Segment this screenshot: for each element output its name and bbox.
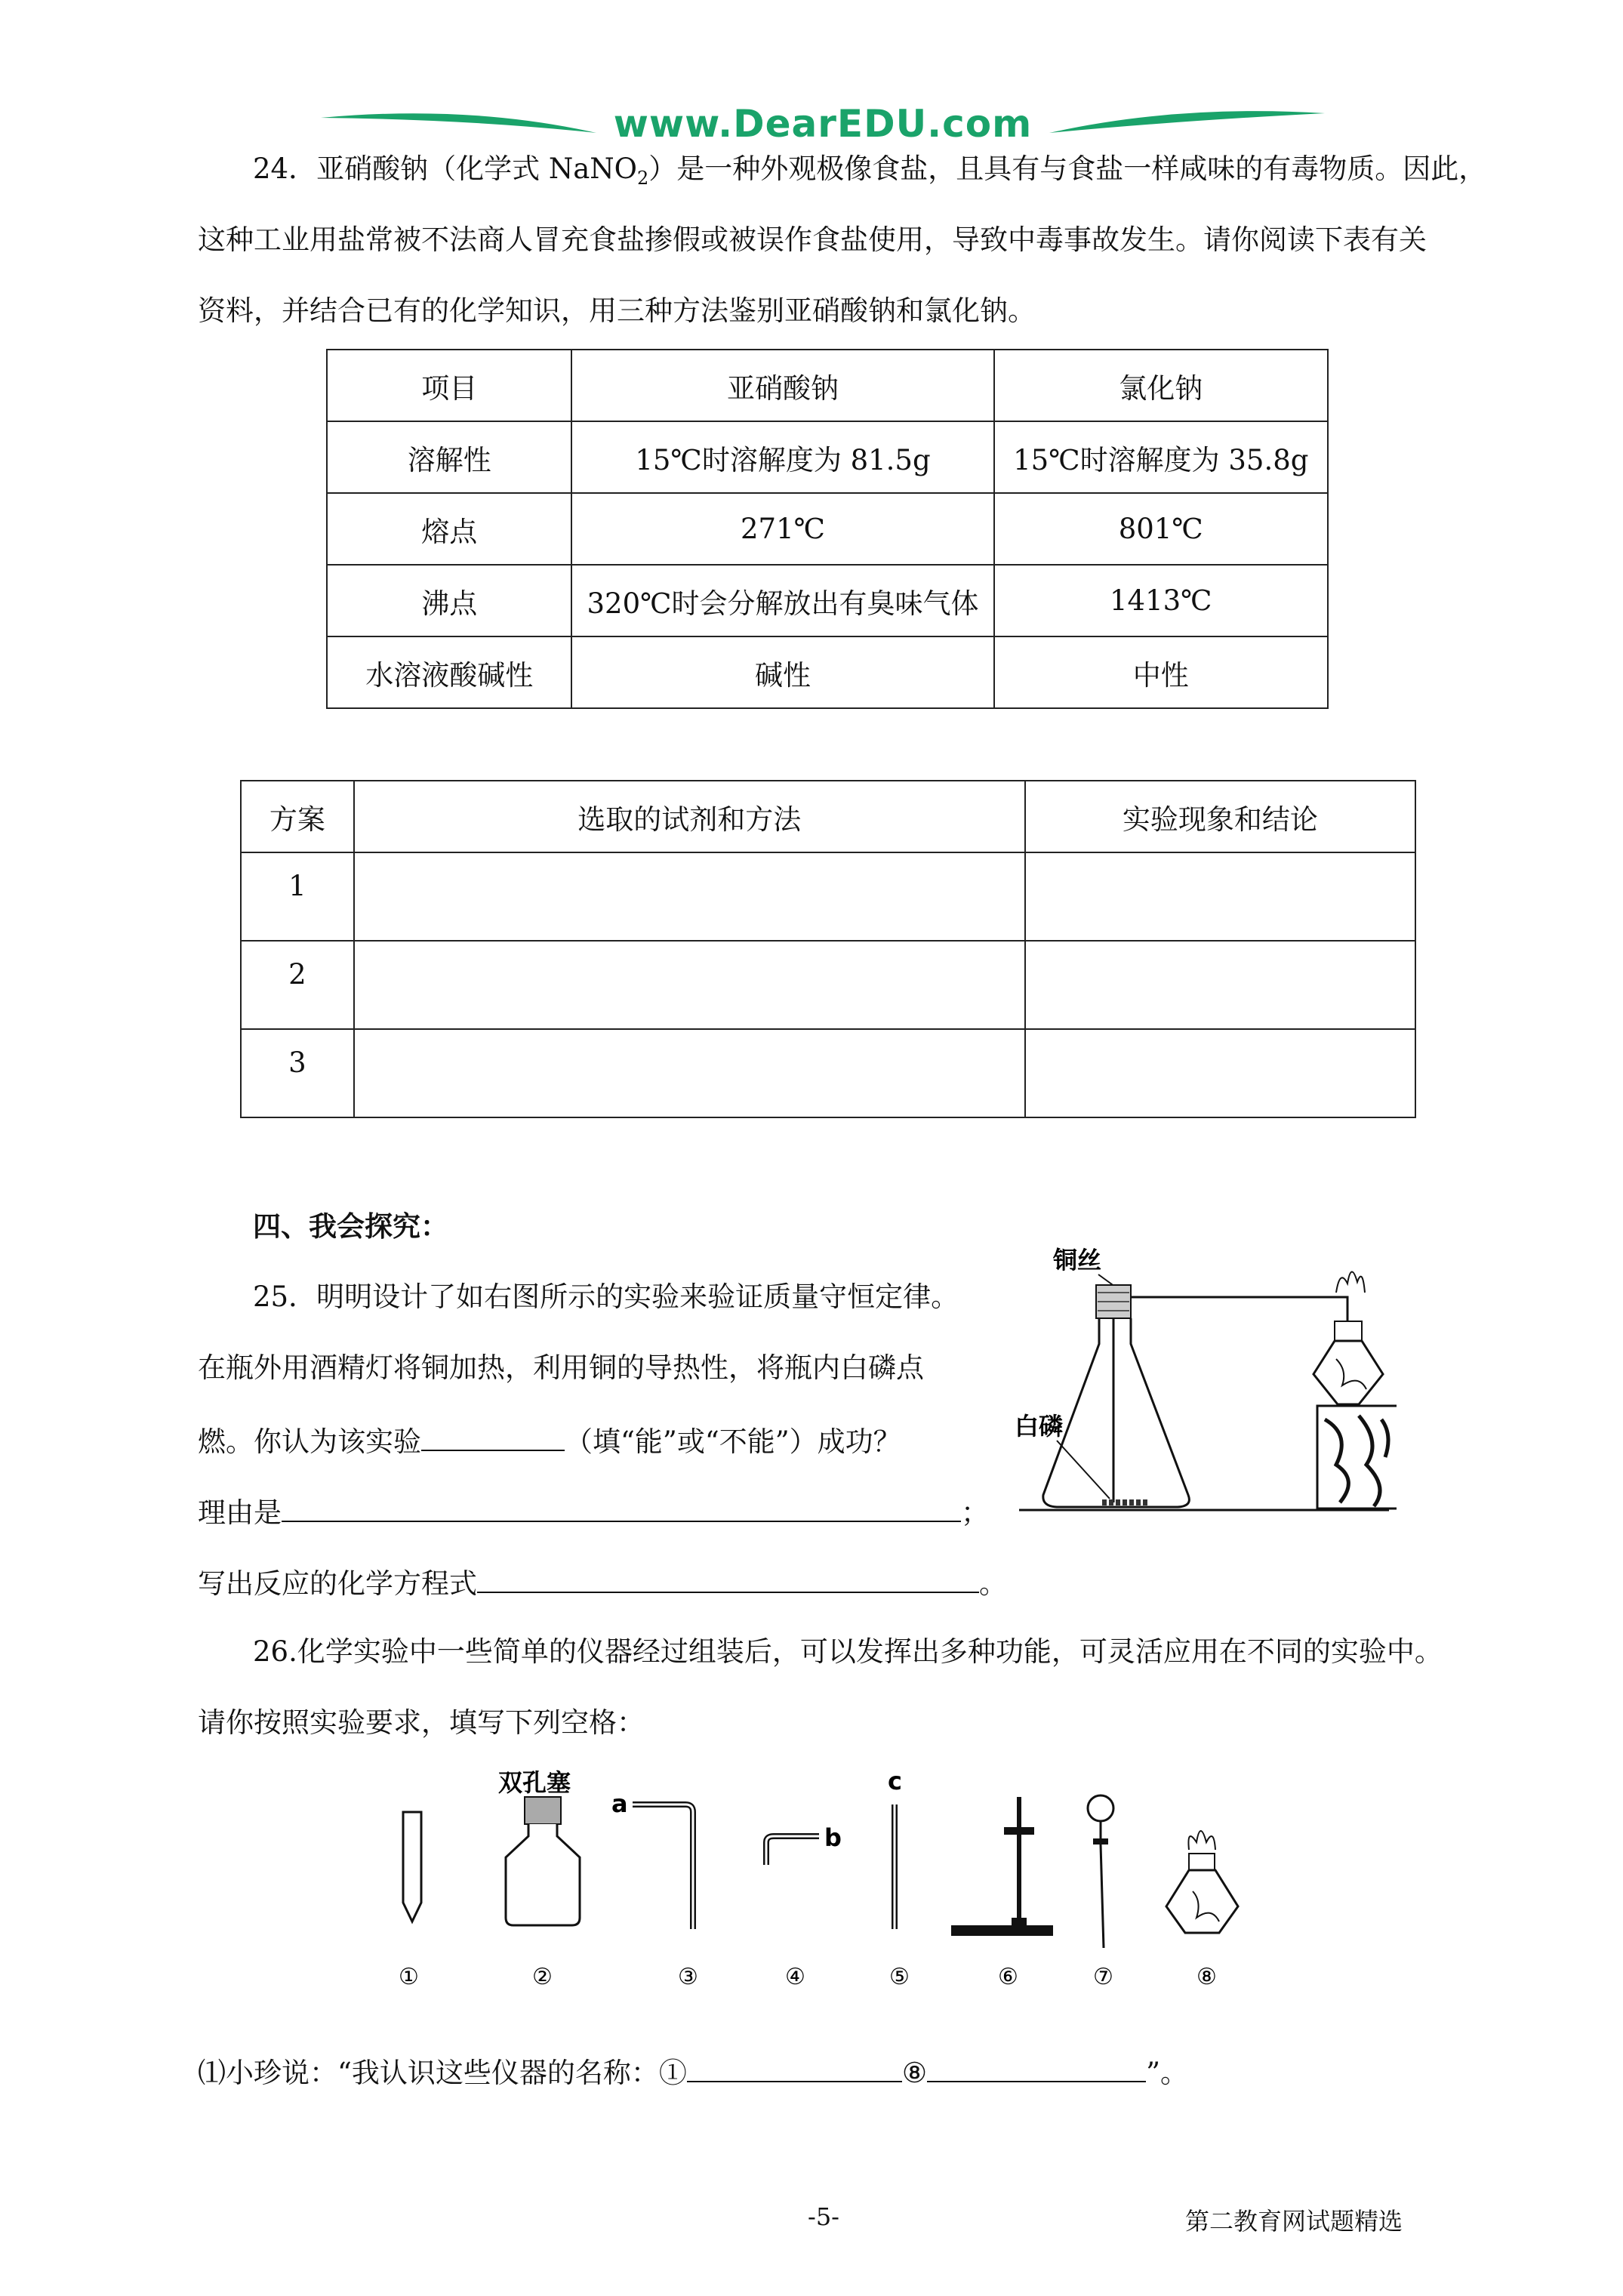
q25-blank-equation[interactable]	[477, 1563, 979, 1593]
stopper-label: 双孔塞	[498, 1768, 571, 1797]
footer-page-number: -5-	[808, 2202, 839, 2231]
q26-sub1: ⑴小珍说：“我认识这些仪器的名称：① ⑧ ”。	[198, 2052, 1188, 2091]
q25-apparatus-figure	[1004, 1238, 1397, 1525]
instrument-number: ①	[399, 1964, 419, 1990]
table-row	[241, 1029, 1415, 1117]
phosphorus-pointer-line	[1057, 1441, 1110, 1499]
q24-line1: 24．亚硝酸钠（化学式 NaNO$_2$）是一种外观极像食盐，且具有与食盐一样咸味的有毒物质。因此，	[253, 153, 1487, 189]
table-cell: 320℃时会分解放出有臭味气体	[571, 565, 993, 636]
instrument-number: ⑤	[889, 1964, 910, 1990]
plan-method-cell[interactable]	[354, 852, 1025, 941]
separatory-funnel-icon	[1088, 1795, 1113, 1948]
plan-result-cell[interactable]	[1025, 1029, 1415, 1117]
table-row	[327, 421, 1328, 493]
table-cell: 15℃时溶解度为 35.8g	[994, 421, 1328, 493]
plan-table	[240, 780, 1416, 1118]
info-header-nacl: 氯化钠	[994, 350, 1328, 421]
instrument-number: ⑦	[1093, 1964, 1113, 1990]
q25-blank-can[interactable]	[421, 1421, 565, 1451]
table-cell: 沸点	[327, 565, 571, 636]
plan-header-result: 实验现象和结论	[1025, 781, 1415, 852]
q26-blank-1[interactable]	[687, 2052, 902, 2082]
plan-method-cell[interactable]	[354, 941, 1025, 1029]
table-cell: 熔点	[327, 493, 571, 565]
wooden-block-icon	[1317, 1406, 1397, 1509]
phosphorus-label: 白磷	[1015, 1412, 1064, 1441]
info-header-nano2: 亚硝酸钠	[571, 350, 993, 421]
q26-blank-8[interactable]	[927, 2052, 1146, 2082]
q25-line4: 理由是 ；	[198, 1492, 989, 1531]
q26-instruments-figure	[377, 1767, 1283, 1993]
q26-line1: 26.化学实验中一些简单的仪器经过组装后，可以发挥出多种功能，可灵活应用在不同的实验中。	[253, 1635, 1443, 1668]
q25-blank-reason[interactable]	[282, 1492, 961, 1522]
table-cell: 水溶液酸碱性	[327, 636, 571, 708]
instrument-number: ⑧	[1196, 1964, 1217, 1990]
alcohol-lamp-icon	[1313, 1271, 1383, 1404]
label-b: b	[824, 1823, 842, 1852]
table-row	[327, 565, 1328, 636]
table-cell: 271℃	[571, 493, 993, 565]
section4-title: 四、我会探究：	[253, 1210, 448, 1243]
bent-glass-tube-b-icon	[766, 1836, 819, 1865]
table-cell: 碱性	[571, 636, 993, 708]
plan-header-scheme: 方案	[241, 781, 354, 852]
q25-line5: 写出反应的化学方程式 。	[198, 1563, 1007, 1602]
header-site: www.DearEDU.com	[613, 102, 1033, 146]
copper-wire-label: 铜丝	[1053, 1246, 1102, 1274]
conical-flask-icon	[1043, 1285, 1190, 1507]
q25-line1: 25．明明设计了如右图所示的实验来验证质量守恒定律。	[253, 1281, 959, 1313]
table-cell: 15℃时溶解度为 81.5g	[571, 421, 993, 493]
info-table	[326, 349, 1329, 709]
plan-number: 3	[241, 1029, 354, 1117]
iron-stand-icon	[951, 1797, 1053, 1936]
plan-result-cell[interactable]	[1025, 941, 1415, 1029]
test-tube-icon	[403, 1812, 421, 1922]
instrument-number: ②	[532, 1964, 553, 1990]
table-row	[327, 636, 1328, 708]
bent-glass-tube-a-icon	[633, 1804, 693, 1929]
q24-line3: 资料，并结合已有的化学知识，用三种方法鉴别亚硝酸钠和氯化钠。	[198, 294, 1036, 327]
copper-wire-icon	[1113, 1297, 1347, 1502]
instrument-number: ④	[785, 1964, 805, 1990]
plan-number: 2	[241, 941, 354, 1029]
table-cell: 1413℃	[994, 565, 1328, 636]
table-row	[327, 493, 1328, 565]
table-cell: 溶解性	[327, 421, 571, 493]
instrument-number: ⑥	[998, 1964, 1018, 1990]
wide-mouth-bottle-icon	[506, 1797, 580, 1925]
q25-line2: 在瓶外用酒精灯将铜加热，利用铜的导热性，将瓶内白磷点	[198, 1351, 924, 1384]
table-row	[241, 941, 1415, 1029]
plan-result-cell[interactable]	[1025, 852, 1415, 941]
info-header-item: 项目	[327, 350, 571, 421]
table-cell: 801℃	[994, 493, 1328, 565]
label-c: c	[888, 1767, 902, 1795]
info-table-header	[327, 350, 1328, 421]
alcohol-lamp-icon	[1166, 1831, 1238, 1933]
plan-method-cell[interactable]	[354, 1029, 1025, 1117]
table-row	[241, 852, 1415, 941]
label-a: a	[611, 1789, 628, 1818]
q26-line2: 请你按照实验要求，填写下列空格：	[198, 1706, 645, 1739]
header-logo	[317, 97, 1329, 157]
plan-table-header	[241, 781, 1415, 852]
q25-line3: 燃。你认为该实验 （填“能”或“不能”）成功？	[198, 1421, 901, 1460]
table-cell: 中性	[994, 636, 1328, 708]
q24-line2: 这种工业用盐常被不法商人冒充食盐掺假或被误作食盐使用，导致中毒事故发生。请你阅读下表有关	[198, 223, 1427, 256]
plan-number: 1	[241, 852, 354, 941]
plan-header-method: 选取的试剂和方法	[354, 781, 1025, 852]
footer-source: 第二教育网试题精选	[1185, 2207, 1403, 2236]
instrument-number: ③	[678, 1964, 698, 1990]
